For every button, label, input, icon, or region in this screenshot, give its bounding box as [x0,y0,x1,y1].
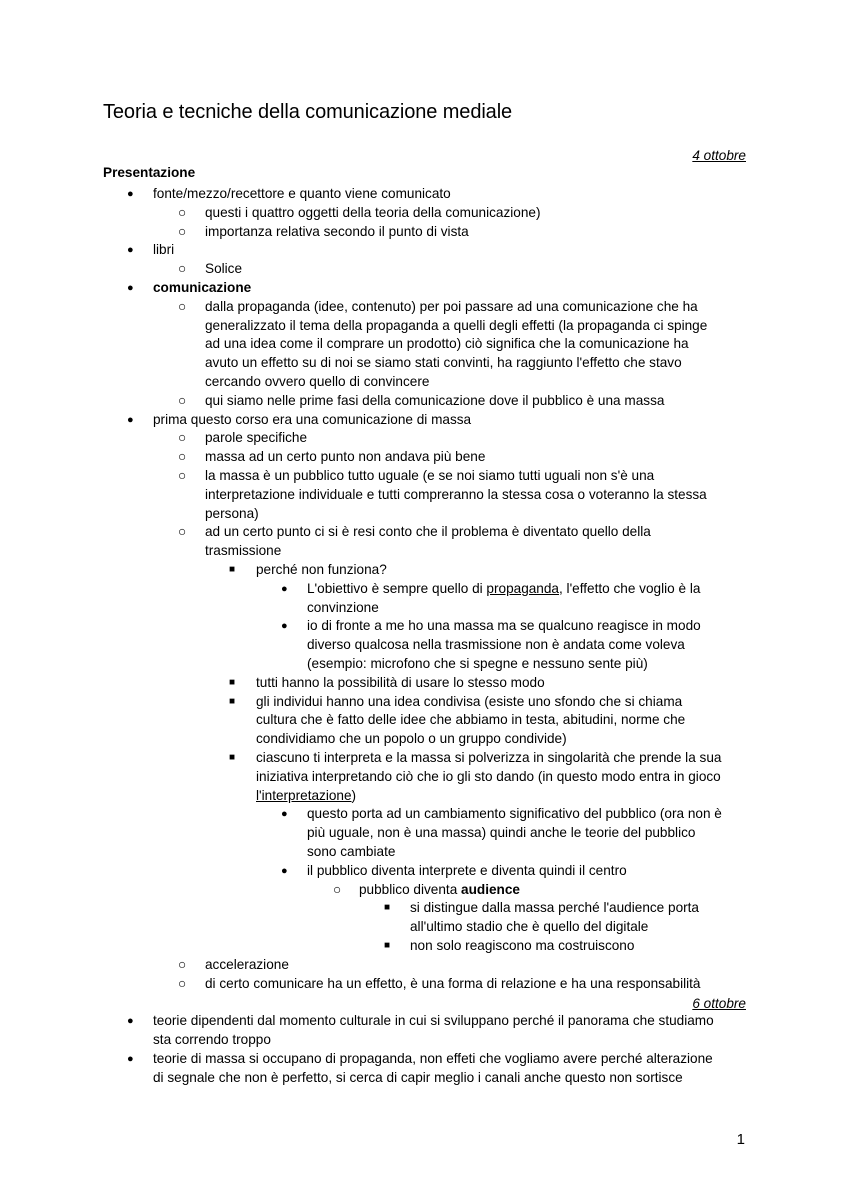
note-line: il pubblico diventa interprete e diventa quindi il centro [307,863,627,878]
bullet-symbol: ● [281,583,288,595]
note-line: massa ad un certo punto non andava più bene [205,449,486,464]
note-line: di segnale che non è perfetto, si cerca di capir meglio i canali anche questo non sortisce [153,1070,683,1085]
note-line: prima questo corso era una comunicazione di massa [153,412,472,427]
bullet-symbol: ○ [178,468,187,483]
note-line: sono cambiate [307,844,396,859]
note-line: questi i quattro oggetti della teoria della comunicazione) [205,205,541,220]
note-line: questo porta ad un cambiamento significativo del pubblico (ora non è [307,806,722,821]
bullet-symbol: ● [127,188,134,200]
note-line: interpretazione individuale e tutti compreranno la stessa cosa o voteranno la stessa [205,487,707,502]
note-line: gli individui hanno una idea condivisa (esiste uno sfondo che si chiama [256,694,683,709]
note-line: qui siamo nelle prime fasi della comunicazione dove il pubblico è una massa [205,393,665,408]
note-line: generalizzato il tema della propaganda a quelli degli effetti (la propaganda ci spinge [205,318,708,333]
note-line: comunicazione [153,280,252,295]
bullet-symbol: ● [281,620,288,632]
bullet-symbol: ○ [178,430,187,445]
note-line: iniziativa interpretando ciò che io gli sto dando (in questo modo entra in gioco [256,769,721,784]
note-line: dalla propaganda (idee, contenuto) per poi passare ad una comunicazione che ha [205,299,698,314]
note-text: pubblico diventa [359,882,462,897]
bullet-symbol: ○ [178,299,187,314]
note-line: Solice [205,261,243,276]
bullet-symbol: ○ [178,524,187,539]
bullet-symbol: ■ [229,696,236,707]
note-line: trasmissione [205,543,282,558]
note-line: non solo reagiscono ma costruiscono [410,938,635,953]
bullet-symbol: ● [281,808,288,820]
bullet-symbol: ■ [229,564,236,575]
note-line: di certo comunicare ha un effetto, è una forma di relazione e ha una responsabilità [205,976,701,991]
bullet-symbol: ○ [178,224,187,239]
bullet-symbol: ■ [229,677,236,688]
bullet-symbol: ● [127,1053,134,1065]
note-line: parole specifiche [205,430,308,445]
note-line: (esempio: microfono che si spegne e nessuno sente più) [307,656,648,671]
note-line: persona) [205,506,259,521]
bullet-symbol: ○ [333,882,342,897]
bullet-symbol: ○ [178,261,187,276]
note-line [256,787,356,806]
note-line: avuto un effetto su di noi se siamo stati convinti, ha raggiunto l'effetto che stavo [205,355,682,370]
date-label: 4 ottobre [692,148,746,163]
note-line: ad un certo punto ci si è resi conto che il problema è diventato quello della [205,524,651,539]
note-line [359,881,520,900]
note-line: si distingue dalla massa perché l'audience porta [410,900,699,915]
bullet-symbol: ● [127,244,134,256]
bullet-symbol: ○ [178,976,187,991]
document-title: Teoria e tecniche della comunicazione mediale [103,101,513,123]
bullet-symbol: ● [127,1015,134,1027]
page-number: 1 [736,1131,745,1148]
bullet-symbol: ● [281,865,288,877]
note-line: più uguale, non è una massa) quindi anche le teorie del pubblico [307,825,696,840]
note-text: L'obiettivo è sempre quello di [307,581,487,596]
note-text: , l'effetto che voglio è la [559,581,701,596]
note-line: teorie di massa si occupano di propaganda, non effeti che vogliamo avere perché alterazione [153,1051,713,1066]
underlined-term: l'interpretazione [256,788,352,803]
note-line: convinzione [307,600,379,615]
note-line: cercando ovvero quello di convincere [205,374,430,389]
bullet-symbol: ● [127,282,134,294]
date-label: 6 ottobre [692,996,746,1011]
note-line: ad una idea come il comprare un prodotto) ciò significa che la comunicazione ha [205,336,689,351]
bullet-symbol: ■ [384,940,391,951]
bullet-symbol: ● [127,414,134,426]
bold-term: audience [461,882,520,897]
note-line: importanza relativa secondo il punto di vista [205,224,469,239]
note-line: fonte/mezzo/recettore e quanto viene comunicato [153,186,451,201]
bullet-symbol: ○ [178,205,187,220]
note-line: tutti hanno la possibilità di usare lo stesso modo [256,675,545,690]
note-line: perché non funziona? [256,562,387,577]
bullet-symbol: ○ [178,449,187,464]
note-line: la massa è un pubblico tutto uguale (e se noi siamo tutti uguali non s'è una [205,468,655,483]
note-line [307,580,700,599]
bullet-symbol: ○ [178,957,187,972]
note-line: diverso qualcosa nella trasmissione non è andata come voleva [307,637,685,652]
note-line: libri [153,242,175,257]
section-heading: Presentazione [103,165,196,180]
note-line: cultura che è fatto delle idee che abbiamo in testa, abitudini, norme che [256,712,686,727]
note-line: condividiamo che un popolo o un gruppo condivide) [256,731,567,746]
note-line: all'ultimo stadio che è quello del digitale [410,919,649,934]
note-line: accelerazione [205,957,289,972]
note-line: ciascuno ti interpreta e la massa si polverizza in singolarità che prende la sua [256,750,722,765]
bullet-symbol: ■ [229,752,236,763]
note-line: io di fronte a me ho una massa ma se qualcuno reagisce in modo [307,618,701,633]
note-line: teorie dipendenti dal momento culturale in cui si sviluppano perché il panorama che studiamo [153,1013,714,1028]
bullet-symbol: ○ [178,393,187,408]
note-line: sta correndo troppo [153,1032,271,1047]
bullet-symbol: ■ [384,902,391,913]
underlined-term: propaganda [486,581,559,596]
note-text: ) [351,788,357,803]
